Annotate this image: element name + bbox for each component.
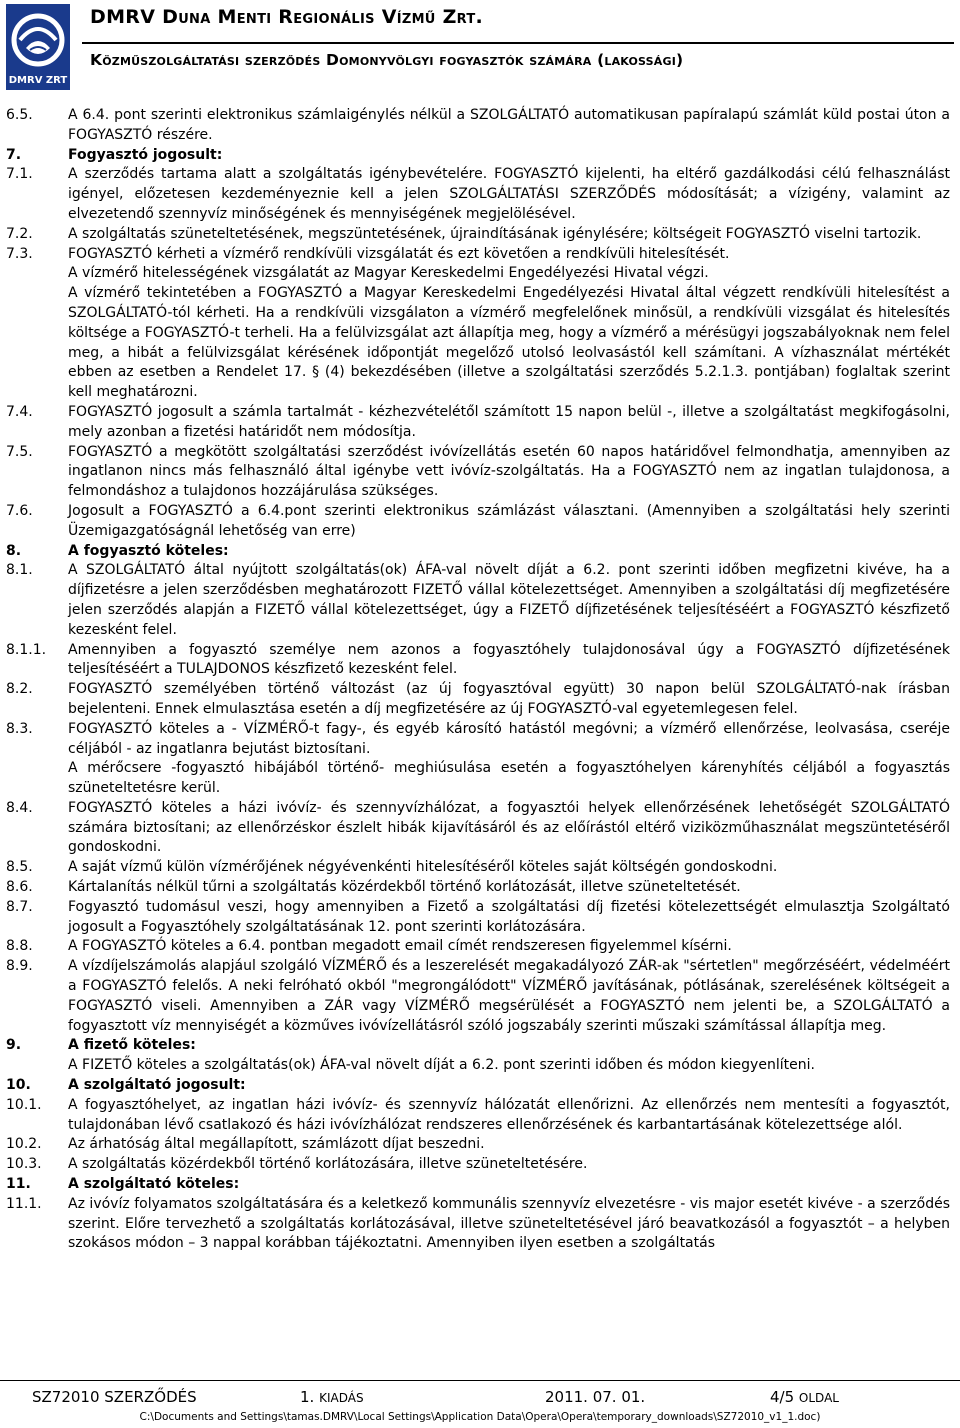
clause-text: Az árhatóság által megállapított, számlázott díjat beszedni. [68,1136,485,1153]
document-body [6,106,950,1254]
clause [6,443,950,502]
clause-continuation: A FIZETŐ köteles a szolgáltatás(ok) ÁFA-val növelt díját a 6.2. pont szerinti időben és módon kiegyenlíteni. [68,1057,815,1074]
clause [6,165,950,224]
dmrv-logo [6,4,70,90]
clause-text: FOGYASZTÓ személyében történő változást (az új fogyasztóval együtt) 30 napon belül SZOLGÁLTATÓ-nak írásban bejelenteni. Ennek elmulasztása esetén a díj megfizetésére az új FOGYASZTÓ-val egyetemlegesen felel. [68,681,950,717]
clause [6,858,950,878]
clause-text: FOGYASZTÓ köteles a házi ivóvíz- és szennyvízhálózat, a fogyasztói helyek ellenőrzésének lehetőségét SZOLGÁLTATÓ számára biztosítani; az ellenőrzéskor észlelt hibák kijavításáról és az előírástól eltérő viziközműhasználat megszüntetéséről gondoskodni. [68,799,950,856]
clause-number: 7.6. [6,502,33,519]
document-subtitle: Közműszolgáltatási szerződés Domonyvölgyi fogyasztók számára (lakossági) [90,51,684,69]
footer-page-num: 4/5 [770,1388,795,1406]
clause-text: A 6.4. pont szerinti elektronikus számlaigénylés nélkül a SZOLGÁLTATÓ automatikusan papíralapú számlát küld postai úton a FOGYASZTÓ részére. [68,107,950,143]
section-heading [6,146,950,166]
footer-doc-id: SZ72010 SZERZŐDÉS [32,1388,197,1406]
clause-number: 11. [6,1176,31,1193]
clause [6,680,950,720]
clause-text: Kártalanítás nélkül tűrni a szolgáltatás közérdekből történő korlátozását, illetve szüneteltetését. [68,879,741,896]
clause-number: 8.5. [6,859,33,876]
clause-text: Fogyasztó jogosult: [68,146,223,163]
clause [6,1195,950,1254]
clause [6,403,950,443]
clause [6,1155,950,1175]
clause-text: Amennyiben a fogyasztó személye nem azonos a fogyasztóhely tulajdonosával úgy a FOGYASZTÓ díjfizetésének teljesítéséért a TULAJDONOS készfizető kezesként felel. [68,641,950,678]
clause [6,106,950,146]
clause-number: 8.8. [6,938,33,955]
clause [6,1135,950,1155]
clause-number: 7.2. [6,225,33,242]
company-name: DMRV Duna Menti Regionális Vízmű Zrt. [90,6,484,28]
logo-text: DMRV ZRT [8,75,68,86]
clause-number: 10.3. [6,1156,42,1173]
clause [6,957,950,1036]
clause-text: Fogyasztó tudomásul veszi, hogy amennyiben a Fizető a szolgáltatási díj fizetési kötelezettségét elmulasztja Szolgáltató jogosult a Fogyasztóhely szolgáltatásának 12. pont szerinti korlátozására. [68,898,950,935]
clause-number: 7.4. [6,403,33,420]
clause [6,898,950,938]
clause-text: A saját vízmű külön vízmérőjének négyévenkénti hitelesítéséről köteles saját költségén gondoskodni. [68,859,778,876]
clause-number: 10.2. [6,1136,42,1153]
clause [6,502,950,542]
clause [6,561,950,640]
clause-text: Az ivóvíz folyamatos szolgáltatására és a keletkező kommunális szennyvíz elvezetésre - vis major esetét kivéve - a szerződés szerint. Előre tervezhető a szolgáltatás korlátozásával, illetve szüneteltetésével járó beavatkozásól a fogyasztót – a helyben szokásos módon – 3 nappal korábban tájékoztatni. Amennyiben ilyen esetben a szolgáltatás [68,1195,950,1252]
clause-number: 8.7. [6,898,33,915]
clause [6,878,950,898]
footer-file-path: C:\Documents and Settings\tamas.DMRV\Local Settings\Application Data\Opera\Opera\temporary_downloads\SZ72010_v1_1.doc) [139,1411,821,1423]
clause-number: 11.1. [6,1195,42,1212]
clause-number: 7. [6,146,22,163]
clause-number: 8.1.1. [6,641,47,658]
footer-edition-label: KIADÁS [319,1391,364,1405]
clause-text: A szolgáltató köteles: [68,1176,240,1193]
clause-number: 8.3. [6,720,33,737]
clause-number: 8.9. [6,958,33,975]
clause-text: A FOGYASZTÓ köteles a 6.4. pontban megadott email címét rendszeresen figyelemmel kísérni. [68,938,732,955]
footer-divider [0,1380,960,1381]
clause [6,937,950,957]
clause-text: FOGYASZTÓ a megkötött szolgáltatási szerződést ivóvízellátás esetén 60 napos határidővel felmondhatja, amennyiben az ingatlanon nincs más felhasználó által igénybe vett ivóvíz-szolgáltatás. Ha a FOGYASZTÓ nem az ingatlan tulajdonosa, a felmondáshoz a tulajdonos hozzájárulása szükséges. [68,443,950,500]
footer-page [770,1388,839,1406]
clause-number: 7.3. [6,245,33,262]
clause-number: 7.5. [6,443,33,460]
clause-number: 8. [6,542,22,559]
clause [6,225,950,245]
clause-text: A szolgáltató jogosult: [68,1077,246,1094]
section-heading [6,1175,950,1195]
clause [6,720,950,760]
clause-text: A fogyasztóhelyet, az ingatlan házi ivóvíz- és szennyvíz hálózatát ellenőrizni. Az ellenőrzés nem mentesíti a fogyasztót, tulajdonában lévő csatlakozó és házi ivóvízhálózat rendszeres ellenőrzésének és karbantartásának kötelezettsége alól. [68,1096,950,1133]
section-heading [6,542,950,562]
clause-text: Jogosult a FOGYASZTÓ a 6.4.pont szerinti elektronikus számlázást választani. (Amennyiben a szolgáltatási hely szerinti Üzemigazgatóságnál lehetőség van erre) [68,502,950,539]
clause-number: 8.4. [6,799,33,816]
page-footer [0,1380,960,1428]
footer-edition [300,1388,364,1406]
clause-text: FOGYASZTÓ kérheti a vízmérő rendkívüli vizsgálatát és ezt követően a rendkívüli hitelesítését. [68,245,730,262]
footer-date: 2011. 07. 01. [545,1388,646,1406]
header-divider [82,42,954,44]
clause-text: A szolgáltatás közérdekből történő korlátozására, illetve szüneteltetésére. [68,1156,588,1173]
clause-number: 9. [6,1037,22,1054]
clause-text: A szerződés tartama alatt a szolgáltatás igénybevételére. FOGYASZTÓ kijelenti, ha eltérő gazdálkodási célú felhasználást igényel, előzetesen kezdeményeznie kell a jelen SZOLGÁLTATÁSI SZERZŐDÉS módosítását; a vízigény, valamint az elvezetendő szennyvíz minőségének és mennyiségének megjelölésével. [68,166,950,222]
clause-text: A fizető köteles: [68,1037,196,1054]
clause [6,799,950,858]
clause [6,245,950,265]
clause-number: 8.6. [6,879,33,896]
clause-continuation: A mérőcsere -fogyasztó hibájából történő- meghiúsulása esetén a fogyasztóhelyen kárenyhítés céljából a fogyasztás szüneteltetésre kerül. [68,760,950,797]
clause-text: A fogyasztó köteles: [68,542,229,559]
clause-continuation: A vízmérő hitelességének vizsgálatát az Magyar Kereskedelmi Engedélyezési Hivatal végzi. [68,265,709,282]
clause [6,641,950,681]
section-heading [6,1036,950,1056]
section-heading [6,1076,950,1096]
clause-text: FOGYASZTÓ köteles a - VÍZMÉRŐ-t fagy-, és egyéb károsító hatástól megóvni; a vízmérő ellenőrzése, leolvasása, cseréje céljából - az ingatlanra bejutást biztosítani. [68,720,950,757]
clause [6,1096,950,1136]
page-header [0,0,960,95]
clause-text: FOGYASZTÓ jogosult a számla tartalmát - kézhezvételétől számított 15 napon belül -, illetve a szolgáltatást megkifogásolni, mely azonban a fizetési határidőt nem módosítja. [68,403,950,440]
clause-text: A SZOLGÁLTATÓ által nyújtott szolgáltatás(ok) ÁFA-val növelt díját a 6.2. pont szerinti időben megfizetni kivéve, ha a díjfizetésre a jelen szerződésben meghatározott FIZETŐ vállal kötelezettséget. Amennyiben a szolgáltatási díj megfizetésére jelen szerződés alapján a FIZETŐ vállal kötelezettséget, úgy a FIZETŐ díjfizetésének teljesítéséért a FOGYASZTÓ készfizető kezesként felel. [68,562,950,638]
footer-edition-num: 1. [300,1388,315,1406]
footer-page-label: OLDAL [798,1391,839,1405]
clause-number: 6.5. [6,107,33,123]
clause-number: 10. [6,1077,31,1094]
clause-number: 7.1. [6,166,33,183]
clause-continuation: A vízmérő tekintetében a FOGYASZTÓ a Magyar Kereskedelmi Engedélyezési Hivatal által végzett rendkívüli hitelesítést a SZOLGÁLTATÓ-tól kérheti. Ha a rendkívüli vizsgálaton a vízmérő megfelelőnek minősül, a rendkívüli vizsgálat és hitelesítés költsége a FOGYASZTÓ-t terheli. Ha a felülvizsgálat azt állapítja meg, hogy a vízmérő a mérésügyi jogszabályoknak nem felel meg, a hibát a felülvizsgálat kérésének időpontját megelőző utolsó leolvasástól kell számítani. A vízhasználat mértékét ebben az esetben a Rendelet 17. § (4) bekezdésében (illetve a szolgáltatási szerződés 5.2.1.3. pontjában) foglaltak szerint kell meghatározni. [68,285,950,401]
clause-text: A vízdíjelszámolás alapjául szolgáló VÍZMÉRŐ és a leszerelését megakadályozó ZÁR-ak "sértetlen" megőrzéséért, védelméért a FOGYASZTÓ felelős. A neki felróható okból "megrongálódott" VÍZMÉRŐ javításának, pótlásának, szerelésének költségeit a FOGYASZTÓ viseli. Amennyiben a ZÁR vagy VÍZMÉRŐ megsérülését a FOGYASZTÓ nem jelenti be, a SZOLGÁLTATÓ a fogyasztott víz mennyiségét a közműves ivóvízellátásról szóló jogszabály szerinti műszaki számítással állapítja meg. [68,958,950,1034]
clause-number: 8.1. [6,562,33,579]
clause-number: 8.2. [6,681,33,698]
clause-number: 10.1. [6,1096,42,1113]
clause-text: A szolgáltatás szüneteltetésének, megszüntetésének, újraindításának igénylésére; költségeit FOGYASZTÓ viselni tartozik. [68,225,922,242]
